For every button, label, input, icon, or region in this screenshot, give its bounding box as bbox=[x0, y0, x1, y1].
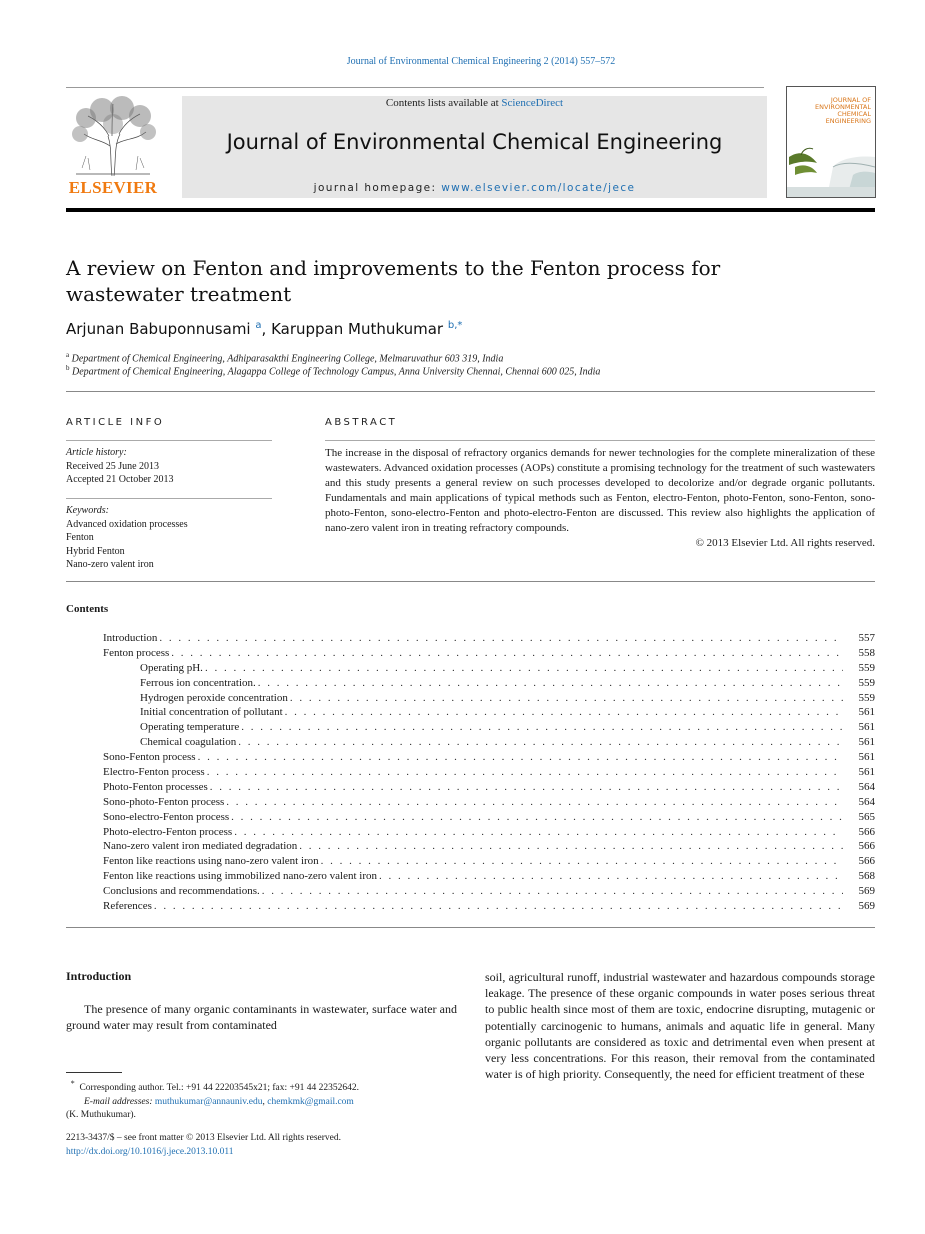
header-divider bbox=[66, 208, 875, 212]
elsevier-logo bbox=[66, 96, 160, 198]
affiliation-mark: a bbox=[66, 351, 70, 359]
toc-entry[interactable] bbox=[103, 647, 875, 662]
footnote-rule bbox=[66, 1072, 122, 1073]
keyword[interactable]: Advanced oxidation processes bbox=[66, 518, 188, 530]
toc-entry[interactable] bbox=[103, 692, 875, 707]
toc-entry[interactable] bbox=[103, 826, 875, 841]
toc-entry[interactable] bbox=[103, 781, 875, 796]
affiliation-text: Department of Chemical Engineering, Adhiparasakthi Engineering College, Melmaruvathur 603 319, India bbox=[71, 353, 504, 365]
divider bbox=[66, 927, 875, 928]
journal-title: Journal of Environmental Chemical Engineering bbox=[226, 130, 723, 154]
toc-label[interactable]: Chemical coagulation bbox=[140, 736, 237, 749]
toc-page-number[interactable]: 561 bbox=[858, 751, 875, 764]
toc-entry[interactable] bbox=[103, 811, 875, 826]
toc-page-number[interactable]: 558 bbox=[858, 646, 875, 659]
toc-label[interactable]: Operating temperature bbox=[140, 721, 240, 734]
toc-label[interactable]: References bbox=[103, 900, 152, 913]
toc-page-number[interactable]: 559 bbox=[858, 691, 875, 704]
toc-leader bbox=[171, 647, 843, 659]
contents-prefix: Contents lists available at bbox=[385, 97, 502, 109]
divider bbox=[66, 440, 272, 441]
journal-homepage bbox=[182, 182, 767, 194]
toc-leader bbox=[285, 706, 843, 718]
email-line bbox=[66, 1096, 466, 1110]
toc-leader bbox=[154, 900, 843, 912]
toc-entry[interactable] bbox=[103, 632, 875, 647]
toc-entry[interactable] bbox=[103, 885, 875, 900]
toc-page-number[interactable]: 564 bbox=[858, 795, 875, 808]
cover-line: JOURNAL OF bbox=[830, 96, 871, 104]
abstract-text: The increase in the disposal of refractory organics demands for newer technologies for the complete mineralization of these wastewaters. Advanced oxidation processes (AOPs) constitute a promising technology for the treatment of such wastewaters and this study presents a general review on such processes developed to decolorize and/or degrade organic pollutants. Fundamentals and main applications of typical methods such as Fenton, electro-Fenton, photo-Fenton, sono-Fenton, sono-photo-Fenton, sono-electro-Fenton and photo-electro-Fenton are discussed. This review also highlights the application of nano-zero valent iron in treating refractory compounds. bbox=[325, 447, 875, 534]
toc-page-number[interactable]: 561 bbox=[858, 706, 875, 719]
divider bbox=[66, 498, 272, 499]
toc-label[interactable]: Photo-electro-Fenton process bbox=[103, 825, 233, 838]
toc-page-number[interactable]: 566 bbox=[858, 825, 875, 838]
toc-leader bbox=[262, 885, 843, 897]
divider bbox=[66, 87, 764, 88]
toc-leader bbox=[231, 811, 843, 823]
toc-label[interactable]: Initial concentration of pollutant bbox=[140, 706, 283, 719]
article-history bbox=[66, 446, 173, 487]
toc-entry[interactable] bbox=[103, 796, 875, 811]
issn-line: 2213-3437/$ – see front matter © 2013 Elsevier Ltd. All rights reserved. bbox=[66, 1133, 342, 1143]
received-date: Received 25 June 2013 bbox=[66, 460, 160, 472]
author-name: Karuppan Muthukumar bbox=[271, 320, 444, 338]
journal-cover[interactable] bbox=[786, 86, 876, 198]
body-paragraph: soil, agricultural runoff, industrial wastewater and hazardous compounds storage leakage. The presence of these organic compounds in water poses serious threat to public health since most of them are toxic, endocrine disrupting, mutagenic or potentially carcinogenic to humans, animals and aquatic life in general. Many organic pollutants are considered as toxic and detrimental even when present at very less concentrations. For this reason, their removal from the contaminated water is of high priority. Consequently, the need for efficient treatment of these bbox=[485, 970, 875, 1082]
email-link[interactable]: chemkmk@gmail.com bbox=[267, 1096, 354, 1107]
toc-page-number[interactable]: 569 bbox=[858, 885, 875, 898]
toc-label[interactable]: Photo-Fenton processes bbox=[103, 780, 208, 793]
toc-page-number[interactable]: 564 bbox=[858, 780, 875, 793]
divider bbox=[325, 440, 875, 441]
toc-page-number[interactable]: 559 bbox=[858, 661, 875, 674]
toc-entry[interactable] bbox=[103, 721, 875, 736]
toc-page-number[interactable]: 566 bbox=[858, 855, 875, 868]
author-separator: , bbox=[261, 320, 272, 338]
contents-availability bbox=[182, 97, 767, 109]
cover-title bbox=[815, 97, 871, 125]
toc-leader bbox=[210, 781, 843, 793]
toc-entry[interactable] bbox=[103, 677, 875, 692]
affiliation bbox=[66, 351, 503, 364]
journal-citation[interactable]: Journal of Environmental Chemical Engineering 2 (2014) 557–572 bbox=[346, 56, 616, 67]
corresponding-author bbox=[66, 1077, 466, 1096]
cover-line: ENGINEERING bbox=[825, 117, 871, 125]
cover-art-icon bbox=[787, 137, 875, 197]
title-line: A review on Fenton and improvements to the Fenton process for bbox=[66, 256, 721, 280]
divider bbox=[66, 581, 875, 582]
intro-paragraph: The presence of many organic contaminants in wastewater, surface water and ground water may result from contaminated bbox=[66, 1002, 457, 1033]
toc-leader bbox=[205, 662, 843, 674]
tree-icon bbox=[66, 96, 160, 178]
toc-label[interactable]: Fenton like reactions using nano-zero valent iron bbox=[103, 855, 319, 868]
abstract bbox=[325, 446, 875, 551]
cover-line: ENVIRONMENTAL bbox=[815, 103, 871, 111]
keyword[interactable]: Hybrid Fenton bbox=[66, 545, 125, 557]
toc-entry[interactable] bbox=[103, 736, 875, 751]
doi-link[interactable]: http://dx.doi.org/10.1016/j.jece.2013.10.011 bbox=[66, 1147, 234, 1157]
toc-entry[interactable] bbox=[103, 751, 875, 766]
keywords bbox=[66, 504, 188, 572]
toc-page-number[interactable]: 568 bbox=[858, 870, 875, 883]
toc-label[interactable]: Fenton like reactions using immobilized nano-zero valent iron bbox=[103, 870, 378, 883]
toc-leader bbox=[207, 766, 843, 778]
publisher-wordmark: ELSEVIER bbox=[68, 178, 158, 197]
toc-leader bbox=[379, 870, 843, 882]
toc-entry[interactable] bbox=[103, 766, 875, 781]
toc-leader bbox=[226, 796, 843, 808]
toc-entry[interactable] bbox=[103, 900, 875, 915]
homepage-link[interactable]: www.elsevier.com/locate/jece bbox=[441, 182, 636, 194]
abstract-heading: ABSTRACT bbox=[325, 417, 398, 428]
author-list bbox=[66, 320, 462, 338]
toc-entry[interactable] bbox=[103, 662, 875, 677]
toc-label[interactable]: Electro-Fenton process bbox=[103, 766, 205, 779]
toc-page-number[interactable]: 561 bbox=[858, 721, 875, 734]
cover-line: CHEMICAL bbox=[837, 110, 871, 118]
toc-label[interactable]: Operating pH. bbox=[140, 661, 203, 674]
toc-entry[interactable] bbox=[103, 870, 875, 885]
article-title bbox=[66, 255, 866, 307]
contents-heading: Contents bbox=[66, 603, 109, 615]
toc-label[interactable]: Conclusions and recommendations. bbox=[103, 885, 260, 898]
journal-banner bbox=[182, 96, 767, 198]
keyword[interactable]: Nano-zero valent iron bbox=[66, 559, 154, 570]
toc-page-number[interactable]: 561 bbox=[858, 766, 875, 779]
affiliation-link[interactable]: b,* bbox=[447, 320, 463, 331]
toc-leader bbox=[159, 632, 843, 644]
table-of-contents bbox=[103, 632, 875, 915]
toc-label[interactable]: Introduction bbox=[103, 632, 158, 644]
toc-leader bbox=[198, 751, 843, 763]
toc-leader bbox=[238, 736, 843, 748]
toc-page-number[interactable]: 561 bbox=[858, 736, 875, 749]
toc-entry[interactable] bbox=[103, 855, 875, 870]
toc-page-number[interactable]: 557 bbox=[858, 632, 875, 644]
keywords-label: Keywords: bbox=[66, 505, 109, 516]
toc-label[interactable]: Sono-electro-Fenton process bbox=[103, 810, 230, 823]
email-label: E-mail addresses: bbox=[84, 1096, 153, 1107]
toc-page-number[interactable]: 559 bbox=[858, 676, 875, 689]
copyright: © 2013 Elsevier Ltd. All rights reserved. bbox=[695, 537, 875, 549]
toc-label[interactable]: Hydrogen peroxide concentration bbox=[140, 691, 288, 704]
toc-label[interactable]: Sono-Fenton process bbox=[103, 751, 196, 764]
page-footer bbox=[66, 1131, 341, 1159]
keyword[interactable]: Fenton bbox=[66, 532, 94, 543]
divider bbox=[66, 391, 875, 392]
accepted-date: Accepted 21 October 2013 bbox=[66, 474, 174, 485]
toc-leader bbox=[299, 840, 843, 852]
toc-page-number[interactable]: 566 bbox=[858, 840, 875, 853]
author-initials: (K. Muthukumar). bbox=[66, 1110, 136, 1121]
toc-label[interactable]: Nano-zero valent iron mediated degradation bbox=[103, 840, 298, 853]
toc-entry[interactable] bbox=[103, 706, 875, 721]
toc-leader bbox=[258, 677, 843, 689]
toc-leader bbox=[234, 826, 843, 838]
footnote-mark: * bbox=[70, 1079, 75, 1088]
email-separator: , bbox=[262, 1096, 265, 1107]
toc-leader bbox=[321, 855, 843, 867]
toc-label[interactable]: Fenton process bbox=[103, 646, 170, 659]
affiliation bbox=[66, 364, 600, 377]
toc-leader bbox=[241, 721, 843, 733]
title-line: wastewater treatment bbox=[66, 282, 292, 306]
author-name: Arjunan Babuponnusami bbox=[66, 320, 251, 338]
affiliation-text: Department of Chemical Engineering, Alagappa College of Technology Campus, Anna University Chennai, Chennai 600 025, India bbox=[72, 366, 601, 378]
affiliation-link[interactable]: a bbox=[255, 320, 262, 331]
toc-page-number[interactable]: 569 bbox=[858, 900, 875, 913]
toc-page-number[interactable]: 565 bbox=[858, 810, 875, 823]
sciencedirect-link[interactable]: ScienceDirect bbox=[501, 97, 564, 109]
history-label: Article history: bbox=[66, 447, 127, 458]
toc-label[interactable]: Sono-photo-Fenton process bbox=[103, 795, 225, 808]
toc-label[interactable]: Ferrous ion concentration. bbox=[140, 676, 256, 689]
corresponding-text: Corresponding author. Tel.: +91 44 22203545x21; fax: +91 44 22352642. bbox=[79, 1083, 360, 1094]
toc-leader bbox=[290, 692, 843, 704]
footnote bbox=[66, 1077, 466, 1123]
article-info-heading: ARTICLE INFO bbox=[66, 417, 165, 428]
section-heading: Introduction bbox=[66, 969, 132, 983]
toc-entry[interactable] bbox=[103, 840, 875, 855]
email-link[interactable]: muthukumar@annauniv.edu bbox=[154, 1096, 263, 1107]
affiliation-mark: b bbox=[66, 364, 70, 372]
homepage-prefix: journal homepage: bbox=[313, 182, 442, 194]
